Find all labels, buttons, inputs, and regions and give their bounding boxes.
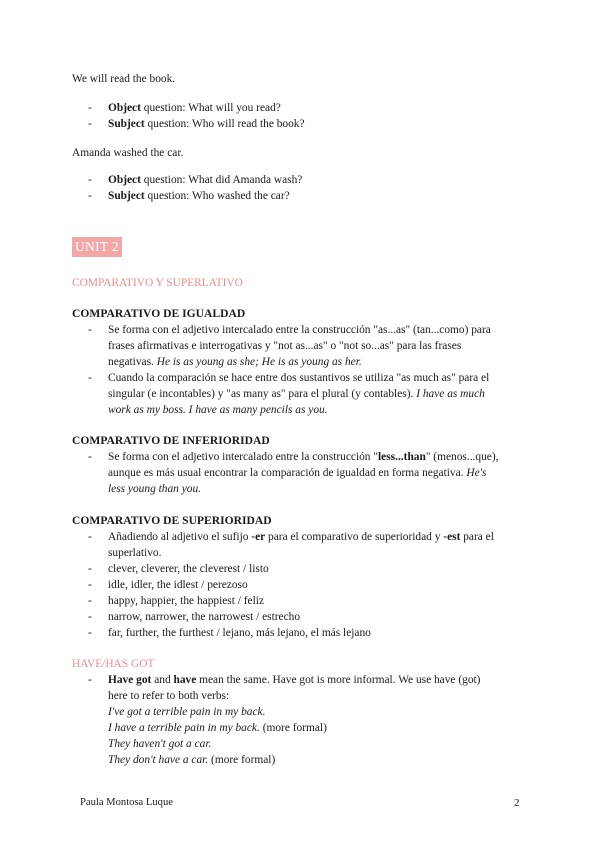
heading-superioridad: COMPARATIVO DE SUPERIORIDAD <box>72 514 272 527</box>
superioridad-list <box>88 529 528 641</box>
igualdad-list <box>88 322 528 418</box>
list-item: - Have got and have mean the same. Have got is more informal. We use have (got) here to refer to both verbs: I've got a terrible pain in my back. I have a terrible pain in my back. (more formal) They haven't got a car. They don't have a car. (more formal) <box>88 672 528 768</box>
list-item: - happy, happier, the happiest / feliz <box>88 593 528 609</box>
list-item: - Se forma con el adjetivo intercalado entre la construcción "less...than" (menos...que), aunque es más usual encontrar la comparación de igualdad en forma negativa. He's less young than you. <box>88 449 528 497</box>
footer-author: Paula Montosa Luque <box>80 797 173 808</box>
list-item: - clever, cleverer, the cleverest / listo <box>88 561 528 577</box>
heading-have-got: HAVE/HAS GOT <box>72 658 155 670</box>
list-item: - narrow, narrower, the narrowest / estrecho <box>88 609 528 625</box>
list-item: - Se forma con el adjetivo intercalado entre la construcción "as...as" (tan...como) para frases afirmativas e interrogativas y "not as...as" o "not so...as" para las frases negativas. He is as young as she; He is as young as her. <box>88 322 528 370</box>
section-title: COMPARATIVO Y SUPERLATIVO <box>72 277 243 289</box>
question-list-1 <box>88 100 528 132</box>
list-item: - idle, idler, the idlest / perezoso <box>88 577 528 593</box>
list-item: - Subject question: Who will read the book? <box>88 116 528 132</box>
list-item: - Object question: What will you read? <box>88 100 528 116</box>
page-number: 2 <box>514 797 520 809</box>
list-item: - Object question: What did Amanda wash? <box>88 172 528 188</box>
list-item: - far, further, the furthest / lejano, más lejano, el más lejano <box>88 625 528 641</box>
question-list-2 <box>88 172 528 204</box>
heading-inferioridad: COMPARATIVO DE INFERIORIDAD <box>72 434 270 447</box>
unit-badge: UNIT 2 <box>72 237 122 257</box>
example-sentence-2: Amanda washed the car. <box>72 147 184 159</box>
list-item: - Añadiendo al adjetivo el sufijo -er para el comparativo de superioridad y -est para el superlativo. <box>88 529 528 561</box>
example-sentence-1: We will read the book. <box>72 73 176 85</box>
have-got-list <box>88 672 528 768</box>
list-item: - Cuando la comparación se hace entre dos sustantivos se utiliza "as much as" para el singular (e incontables) y "as many as" para el plural (y contables). I have as much work as my boss. I have as many pencils as you. <box>88 370 528 418</box>
list-item: - Subject question: Who washed the car? <box>88 188 528 204</box>
heading-igualdad: COMPARATIVO DE IGUALDAD <box>72 307 246 320</box>
inferioridad-list <box>88 449 528 497</box>
